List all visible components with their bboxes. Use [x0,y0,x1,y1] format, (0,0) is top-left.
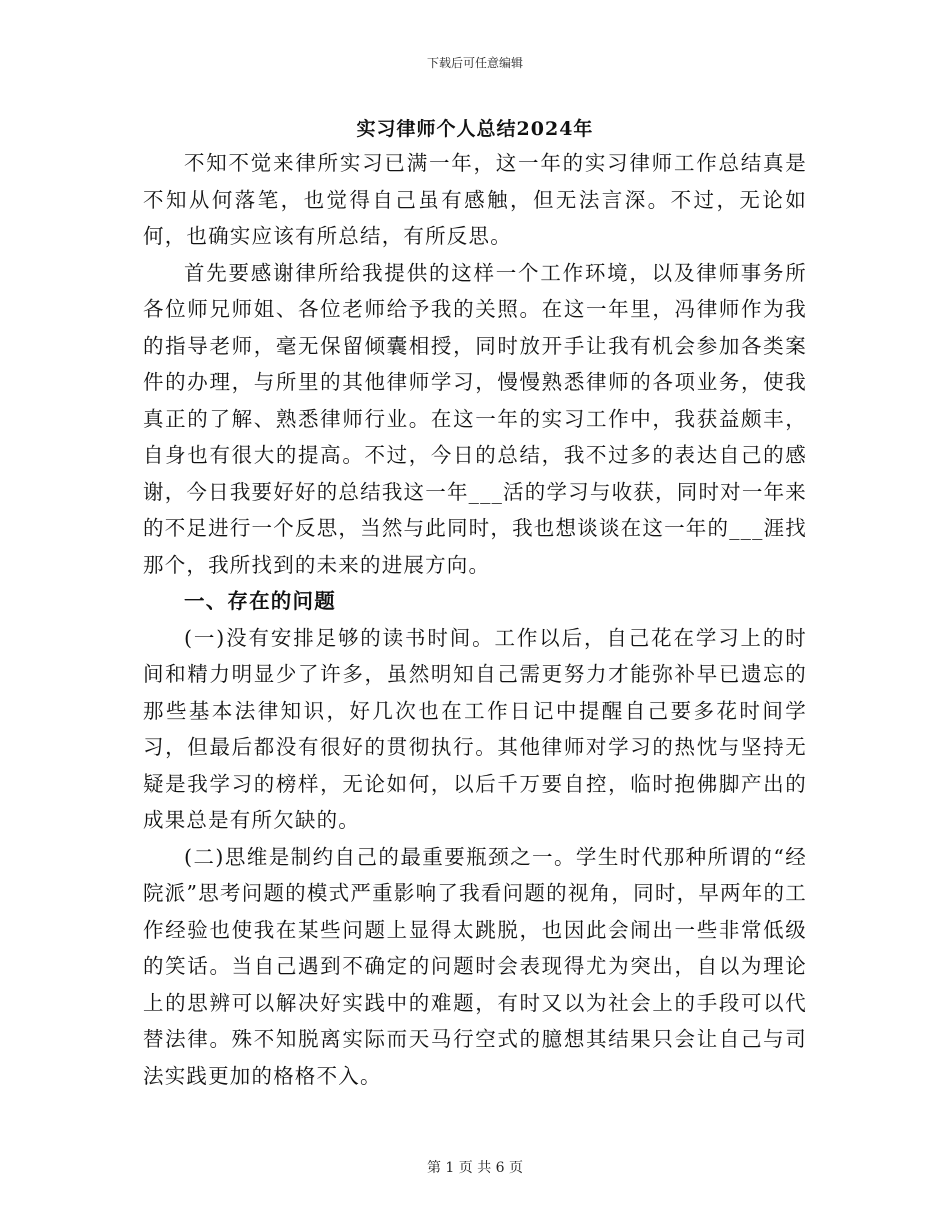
paragraph-thanks: 首先要感谢律所给我提供的这样一个工作环境，以及律师事务所各位师兄师姐、各位老师给予我的关照。在这一年里，冯律师作为我的指导老师，毫无保留倾囊相授，同时放开手让我有机会参加各类案件的办理，与所里的其他律师学习，慢慢熟悉律师的各项业务，使我真正的了解、熟悉律师行业。在这一年的实习工作中，我获益颇丰，自身也有很大的提高。不过，今日的总结，我不过多的表达自己的感谢，今日我要好好的总结我这一年___活的学习与收获，同时对一年来的不足进行一个反思，当然与此同时，我也想谈谈在这一年的___涯找那个，我所找到的未来的进展方向。 [143,260,807,577]
document-title: 实习律师个人总结2024年 [356,118,594,140]
paragraph-intro: 不知不觉来律所实习已满一年，这一年的实习律师工作总结真是不知从何落笔，也觉得自己虽有感触，但无法言深。不过，无论如何，也确实应该有所总结，有所反思。 [143,151,807,248]
document-body [143,145,807,1094]
paragraph-problem-2: (二)思维是制约自己的最重要瓶颈之一。学生时代那种所谓的“经院派”思考问题的模式严重影响了我看问题的视角，同时，早两年的工作经验也使我在某些问题上显得太跳脱，也因此会闹出一些非常低级的笑话。当自己遇到不确定的问题时会表现得尤为突出，自以为理论上的思辨可以解决好实践中的难题，有时又以为社会上的手段可以代替法律。殊不知脱离实际而天马行空式的臆想其结果只会让自己与司法实践更加的格格不入。 [143,844,807,1088]
header-note: 下载后可任意编辑 [426,56,523,70]
paragraph-problem-1: (一)没有安排足够的读书时间。工作以后，自己花在学习上的时间和精力明显少了许多，虽然明知自己需更努力才能弥补早已遗忘的那些基本法律知识，好几次也在工作日记中提醒自己要多花时间学习，但最后都没有很好的贯彻执行。其他律师对学习的热忱与坚持无疑是我学习的榜样，无论如何，以后千万要自控，临时抱佛脚产出的成果总是有所欠缺的。 [143,625,807,832]
page-number: 第 1 页 共 6 页 [426,1160,524,1176]
section-heading-problems: 一、存在的问题 [184,589,336,613]
